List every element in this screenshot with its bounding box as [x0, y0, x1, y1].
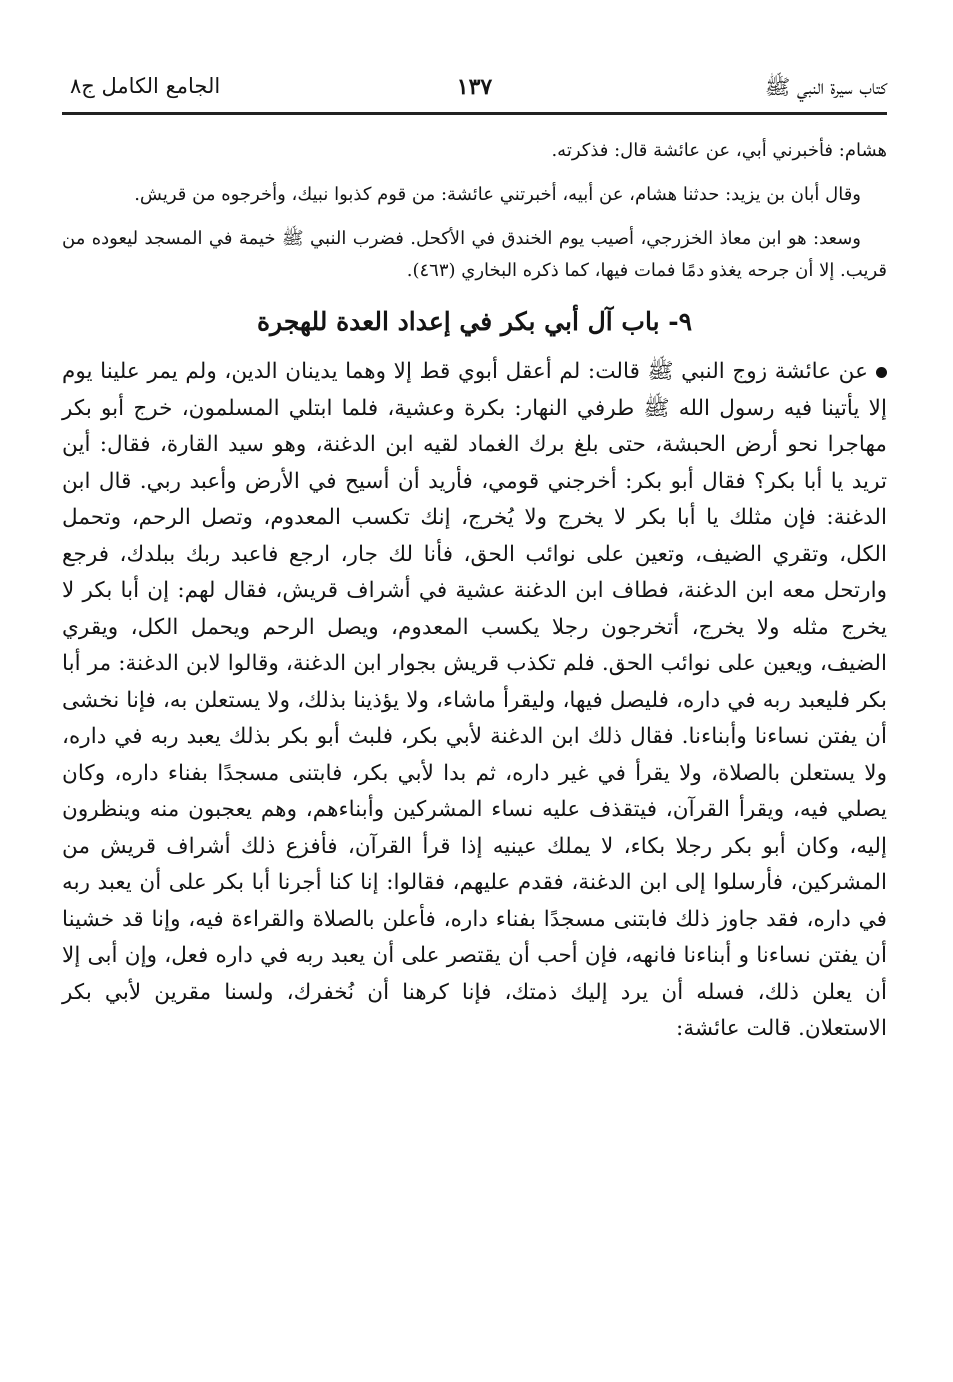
section-heading: ٩- باب آل أبي بكر في إعداد العدة للهجرة — [256, 307, 693, 336]
bullet-icon — [876, 367, 887, 378]
note-paragraph: وقال أبان بن يزيد: حدثنا هشام، عن أبيه، أخبرتني عائشة: من قوم كذبوا نبيك، وأخرجوه من قريش. — [134, 184, 861, 205]
hadith-text: عن عائشة زوج النبي ﷺ قالت: لم أعقل أبوي قط إلا وهما يدينان الدين، ولم يمر علينا يوم إلا يأتينا فيه رسول الله ﷺ طرفي النهار: بكرة وعشية، فلما ابتلي المسلمون، خرج أبو بكر مهاجرا نحو أرض الحبشة، حتى بلغ برك الغماد لقيه ابن الدغنة، وهو سيد القارة، فقال: أين تريد يا أبا بكر؟ فقال أبو بكر: أخرجني قومي، فأريد أن أسيح في الأرض وأعبد ربي. قال ابن الدغنة: فإن مثلك يا أبا بكر لا يخرج ولا يُخرج، إنك تكسب المعدوم، وتصل الرحم، وتحمل الكل، وتقري الضيف، وتعين على نوائب الحق، فأنا لك جار، ارجع فاعبد ربك ببلدك، فرجع وارتحل معه ابن الدغنة، فطاف ابن الدغنة عشية في أشراف قريش، فقال لهم: إن أبا بكر لا يخرج مثله ولا يخرج، أتخرجون رجلا يكسب المعدوم، ويصل الرحم ويحمل الكل، ويقري الضيف، ويعين على نوائب الحق. فلم تكذب قريش بجوار ابن الدغنة، وقالوا لابن الدغنة: مر أبا بكر فليعبد ربه في داره، فليصل فيها، وليقرأ ماشاء، ولا يؤذينا بذلك، ولا يستعلن به، فإنا نخشى أن يفتن نساءنا وأبناءنا. فقال ذلك ابن الدغنة لأبي بكر، فلبث أبو بكر بذلك يعبد ربه في داره، ولا يستعلن بالصلاة، ولا يقرأ في غير داره، ثم بدا لأبي بكر، فابتنى مسجدًا بفناء داره، وكان يصلي فيه، ويقرأ القرآن، فيتقذف عليه نساء المشركين وأبناءهم، وهم يعجبون منه وينظرون إليه، وكان أبو بكر رجلا بكاء، لا يملك عينيه إذا قرأ القرآن، فأفزع ذلك أشراف قريش من المشركين، فأرسلوا إلى ابن الدغنة، فقدم عليهم، فقالوا: إنا كنا أجرنا أبا بكر على أن يعبد ربه في داره، فقد جاوز ذلك فابتنى مسجدًا بفناء داره، فأعلن بالصلاة والقراءة فيه، وإنا قد خشينا أن يفتن نساءنا و أبناءنا فانهه، فإن أحب أن يقتصر على أن يعبد ربه في داره فعل، وإن أبى إلا أن يعلن ذلك، فسله أن يرد إليك ذمتك، فإنا كرهنا أن نُخفرك، ولسنا مقرين لأبي بكر الاستعلان. قالت عائشة: — [62, 359, 887, 1041]
page-number: ١٣٧ — [456, 74, 493, 100]
hadith-paragraph — [62, 354, 887, 1048]
book-page — [62, 70, 887, 1048]
book-title: كتاب سيرة النبي ﷺ — [764, 75, 887, 99]
collection-title: الجامع الكامل ج٨ — [70, 74, 221, 98]
header-rule — [62, 112, 887, 115]
footnotes-block — [62, 135, 887, 287]
note-paragraph: هشام: فأخبرني أبي، عن عائشة قال: فذكرته. — [551, 140, 887, 161]
note-paragraph: وسعد: هو ابن معاذ الخزرجي، أصيب يوم الخندق في الأكحل. فضرب النبي ﷺ خيمة في المسجد ليعوده من قريب. إلا أن جرحه يغذو دمًا فمات فيها، كما ذكره البخاري (٤٦٣). — [62, 228, 887, 281]
page-header — [62, 70, 887, 108]
